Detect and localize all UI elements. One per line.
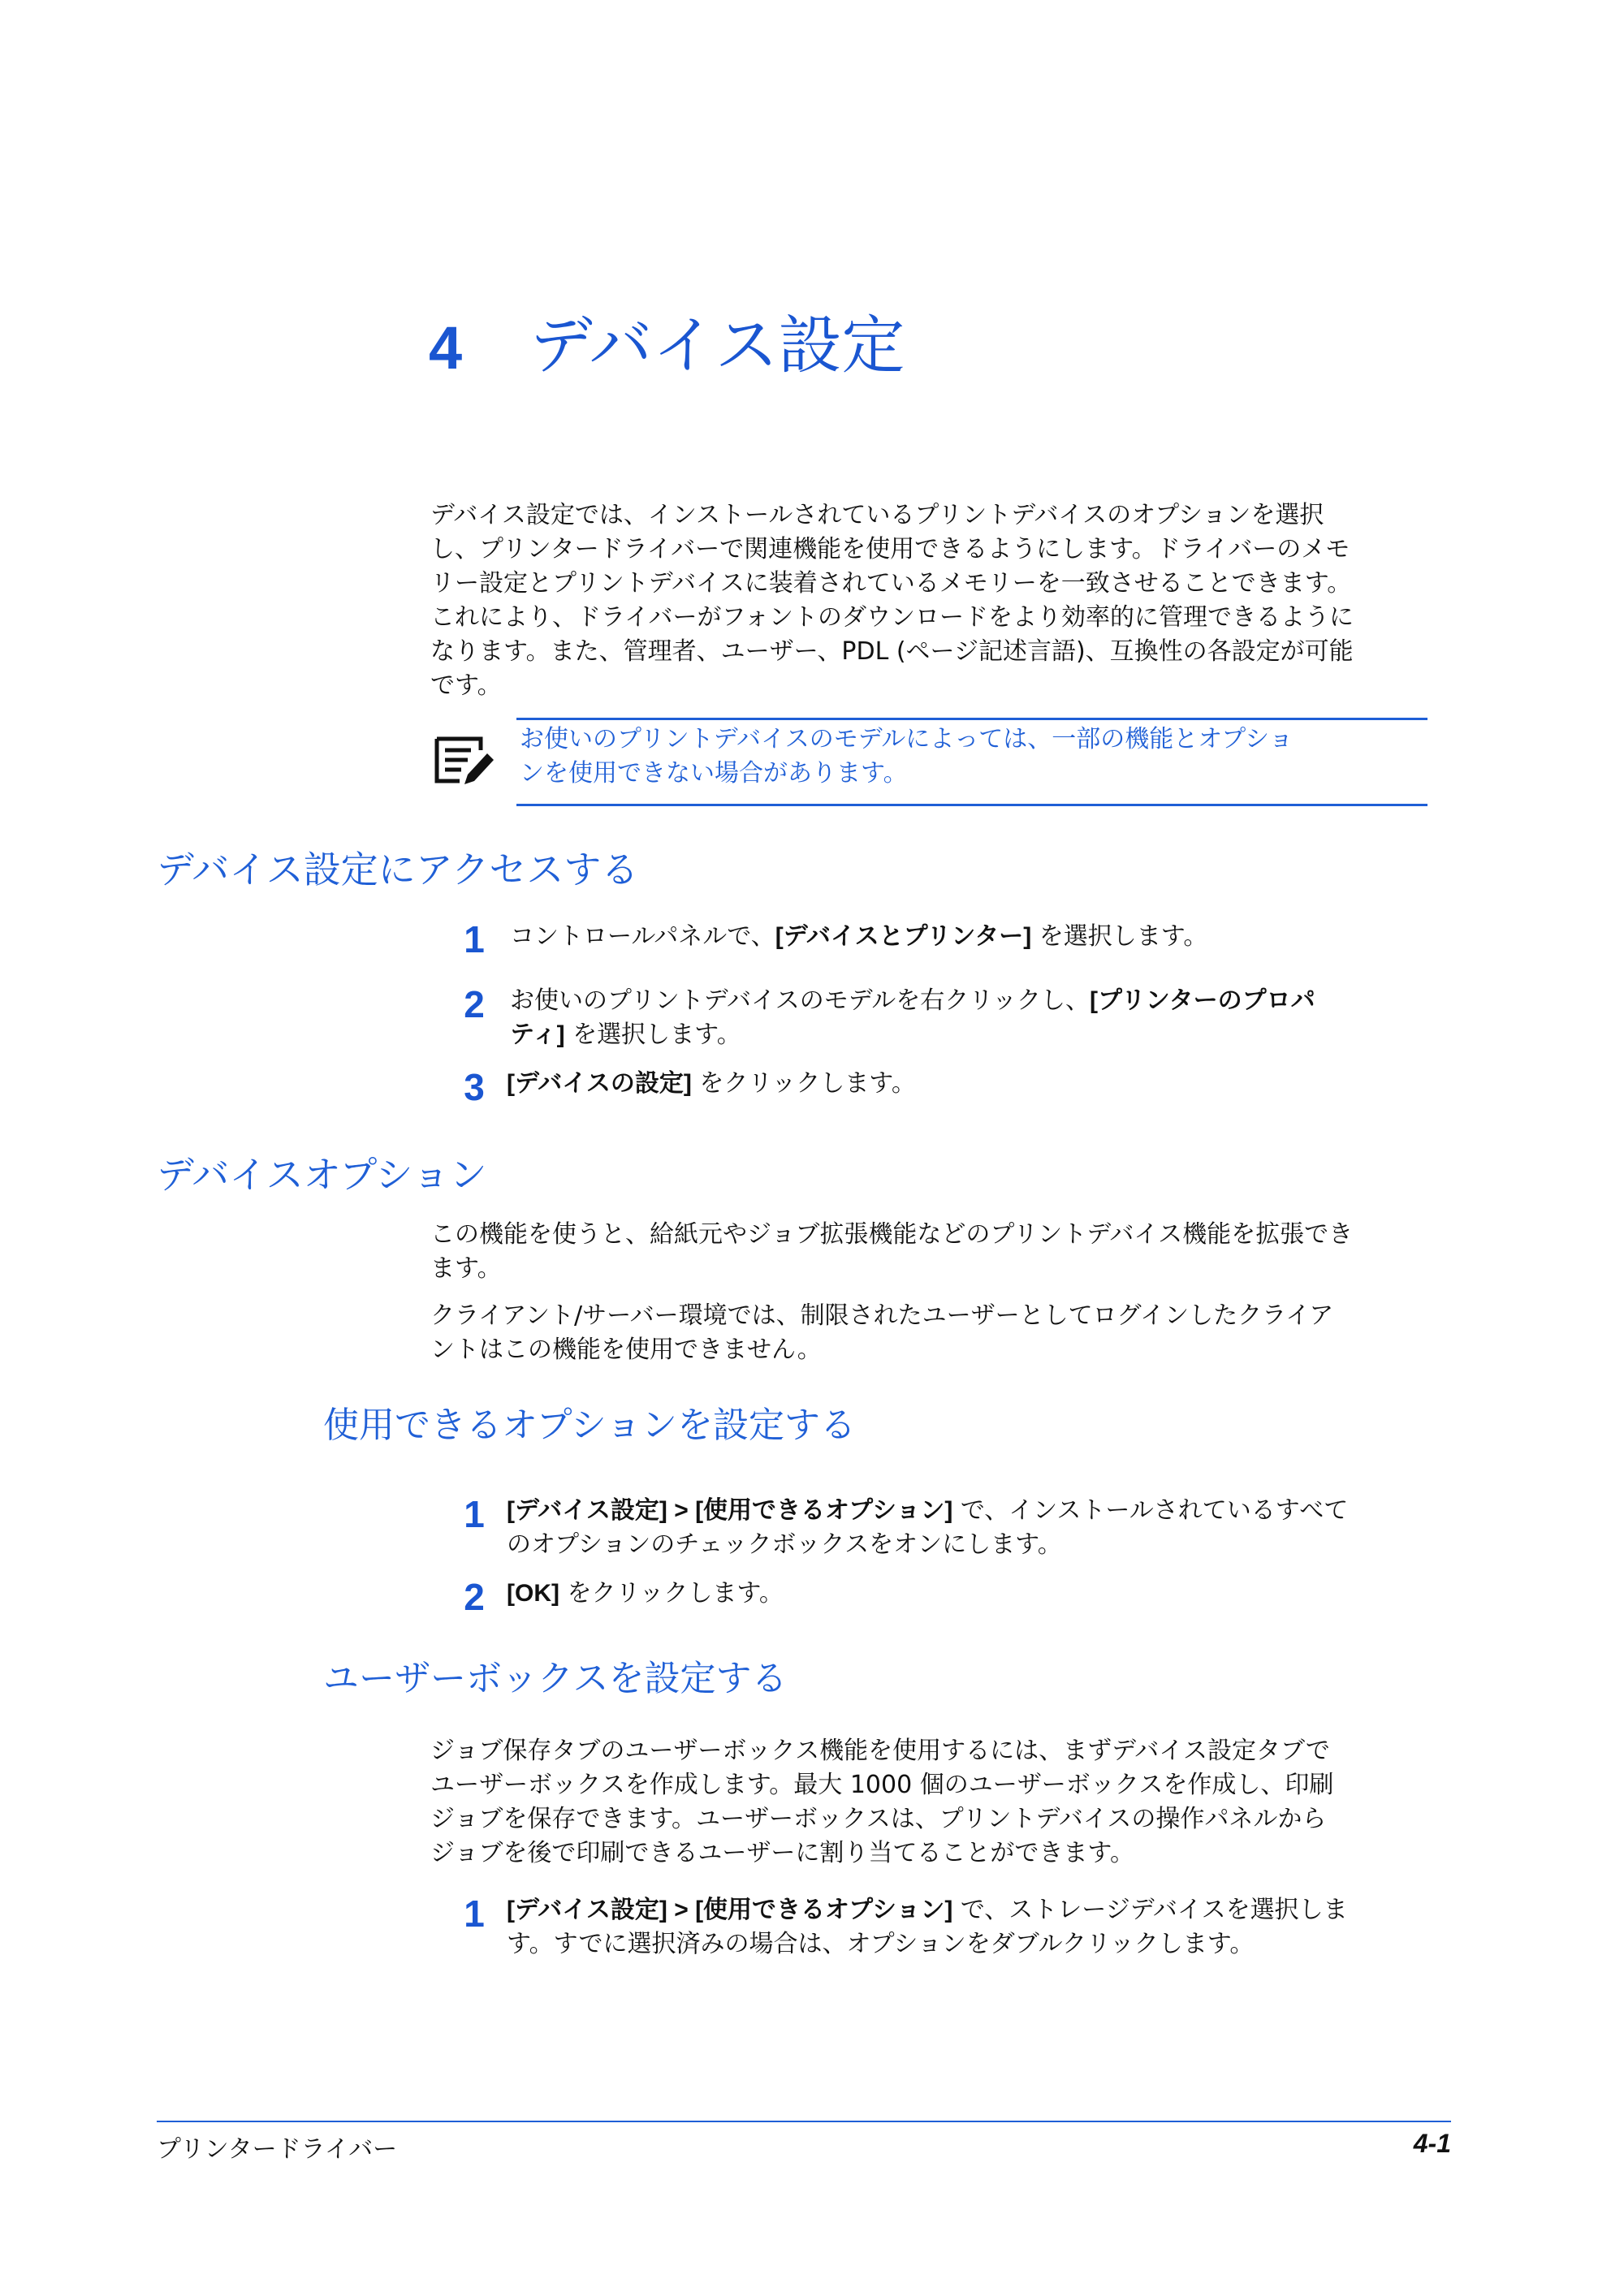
- intro-line: デバイス設定では、インストールされているプリントデバイスのオプションを選択: [430, 501, 1324, 529]
- footer-title: プリンタードライバー: [157, 2135, 398, 2164]
- section-heading-options: デバイスオプション: [157, 1153, 487, 1197]
- note-text: [520, 723, 1294, 791]
- page-number: 4-1: [1413, 2129, 1451, 2158]
- note-line: お使いのプリントデバイスのモデルによっては、一部の機能とオプショ: [520, 725, 1294, 753]
- step-text: お使いのプリントデバイスのモデルを右クリックし、[プリンターのプロパ ティ] を選択します。: [510, 986, 1315, 1049]
- note-bottom-rule: [516, 804, 1427, 806]
- intro-line: です。: [430, 671, 502, 700]
- subsection-heading-set-options: 使用できるオプションを設定する: [323, 1405, 857, 1446]
- chapter-number: 4: [429, 314, 463, 382]
- step-number: 1: [464, 1892, 485, 1935]
- step-number: 2: [464, 1576, 485, 1618]
- options-paragraph-1: この機能を使うと、給紙元やジョブ拡張機能などのプリントデバイス機能を拡張でき ます。: [430, 1220, 1354, 1283]
- step-text: [OK] をクリックします。: [507, 1579, 784, 1608]
- step-number: 1: [464, 918, 485, 960]
- options-paragraph-2: クライアント/サーバー環境では、制限されたユーザーとしてログインしたクライア ントはこの機能を使用できません。: [430, 1301, 1334, 1364]
- intro-line: し、プリンタードライバーで関連機能を使用できるようにします。ドライバーのメモ: [430, 535, 1350, 563]
- note-top-rule: [516, 718, 1427, 720]
- intro-line: なります。また、管理者、ユーザー、PDL (ページ記述言語)、互換性の各設定が可能: [430, 637, 1354, 666]
- step-text: [デバイス設定] > [使用できるオプション] で、インストールされているすべて のオプションのチェックボックスをオンにします。: [507, 1496, 1349, 1559]
- step-number: 1: [464, 1493, 485, 1535]
- intro-line: リー設定とプリントデバイスに装着されているメモリーを一致させることできます。: [430, 569, 1352, 598]
- intro-paragraph: [430, 498, 1354, 703]
- subsection-heading-userbox: ユーザーボックスを設定する: [323, 1658, 788, 1699]
- section-heading-access: デバイス設定にアクセスする: [157, 848, 639, 891]
- footer-rule: [157, 2121, 1451, 2122]
- note-line: ンを使用できない場合があります。: [520, 759, 908, 788]
- userbox-paragraph: ジョブ保存タブのユーザーボックス機能を使用するには、まずデバイス設定タブで ユーザーボックスを作成します。最大 1000 個のユーザーボックスを作成し、印刷 ジョブを保存できます。ユーザーボックスは、プリントデバイスの操作パネルから ジョブを後で印刷できるユーザーに割り当てることができます。: [430, 1737, 1334, 1867]
- note-pencil-icon: [432, 732, 497, 791]
- step-number: 2: [464, 983, 485, 1025]
- intro-line: これにより、ドライバーがフォントのダウンロードをより効率的に管理できるように: [430, 603, 1354, 632]
- step-text: [デバイス設定] > [使用できるオプション] で、ストレージデバイスを選択しま す。すでに選択済みの場合は、オプションをダブルクリックします。: [507, 1896, 1348, 1958]
- step-number: 3: [464, 1066, 485, 1108]
- step-text: [デバイスの設定] をクリックします。: [507, 1069, 916, 1098]
- chapter-title: デバイス設定: [529, 309, 905, 382]
- step-text: コントロールパネルで、[デバイスとプリンター] を選択します。: [510, 922, 1208, 951]
